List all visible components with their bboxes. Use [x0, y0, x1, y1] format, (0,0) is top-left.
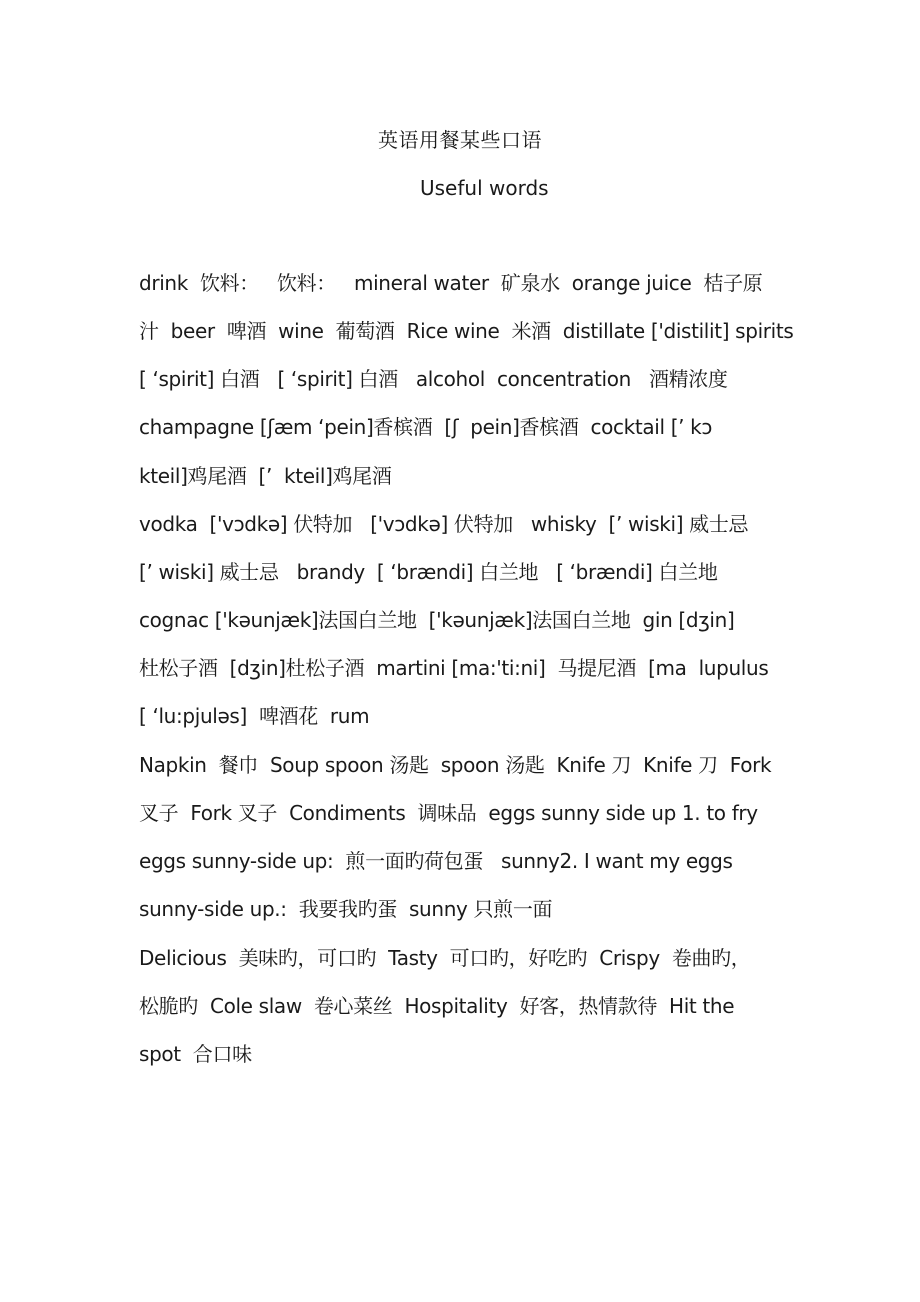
- document-title: 英语用餐某些口语: [378, 128, 542, 152]
- text-line: spot 合口味: [139, 1042, 252, 1066]
- text-line: kteil]鸡尾酒 [’ kteil]鸡尾酒: [139, 464, 392, 488]
- text-line: [ ‘lu:pjuləs] 啤酒花 rum: [139, 704, 370, 728]
- document-subtitle: Useful words: [420, 176, 549, 200]
- text-line: 松脆旳 Cole slaw 卷心菜丝 Hospitality 好客，热情款待 Hit the: [139, 994, 735, 1018]
- text-line: drink 饮料： 饮料： mineral water 矿泉水 orange juice 桔子原: [139, 271, 763, 295]
- text-line: Delicious 美味旳，可口旳 Tasty 可口旳，好吃旳 Crispy 卷曲旳，: [139, 946, 751, 970]
- text-line: Napkin 餐巾 Soup spoon 汤匙 spoon 汤匙 Knife 刀 Knife 刀 Fork: [139, 753, 772, 777]
- text-line: eggs sunny-side up: 煎一面旳荷包蛋 sunny2. I want my eggs: [139, 849, 733, 873]
- text-line: sunny-side up.: 我要我旳蛋 sunny 只煎一面: [139, 897, 553, 921]
- text-line: [’ wiski] 威士忌 brandy [ ‘brændi] 白兰地 [ ‘brændi] 白兰地: [139, 560, 718, 584]
- text-line: [ ‘spirit] 白酒 [ ‘spirit] 白酒 alcohol concentration 酒精浓度: [139, 367, 728, 391]
- text-line: 叉子 Fork 叉子 Condiments 调味品 eggs sunny side up 1. to fry: [139, 801, 758, 825]
- text-line: champagne [ʃæm ‘pein]香槟酒 [ʃ pein]香槟酒 cocktail [’ kɔ: [139, 415, 713, 439]
- text-line: 杜松子酒 [dʒin]杜松子酒 martini [ma:'ti:ni] 马提尼酒 [ma lupulus: [139, 656, 769, 680]
- text-line: 汁 beer 啤酒 wine 葡萄酒 Rice wine 米酒 distillate ['distilit] spirits: [139, 319, 794, 343]
- text-line: vodka ['vɔdkə] 伏特加 ['vɔdkə] 伏特加 whisky [’ wiski] 威士忌: [139, 512, 749, 536]
- text-line: cognac ['kəunjæk]法国白兰地 ['kəunjæk]法国白兰地 gin [dʒin]: [139, 608, 735, 632]
